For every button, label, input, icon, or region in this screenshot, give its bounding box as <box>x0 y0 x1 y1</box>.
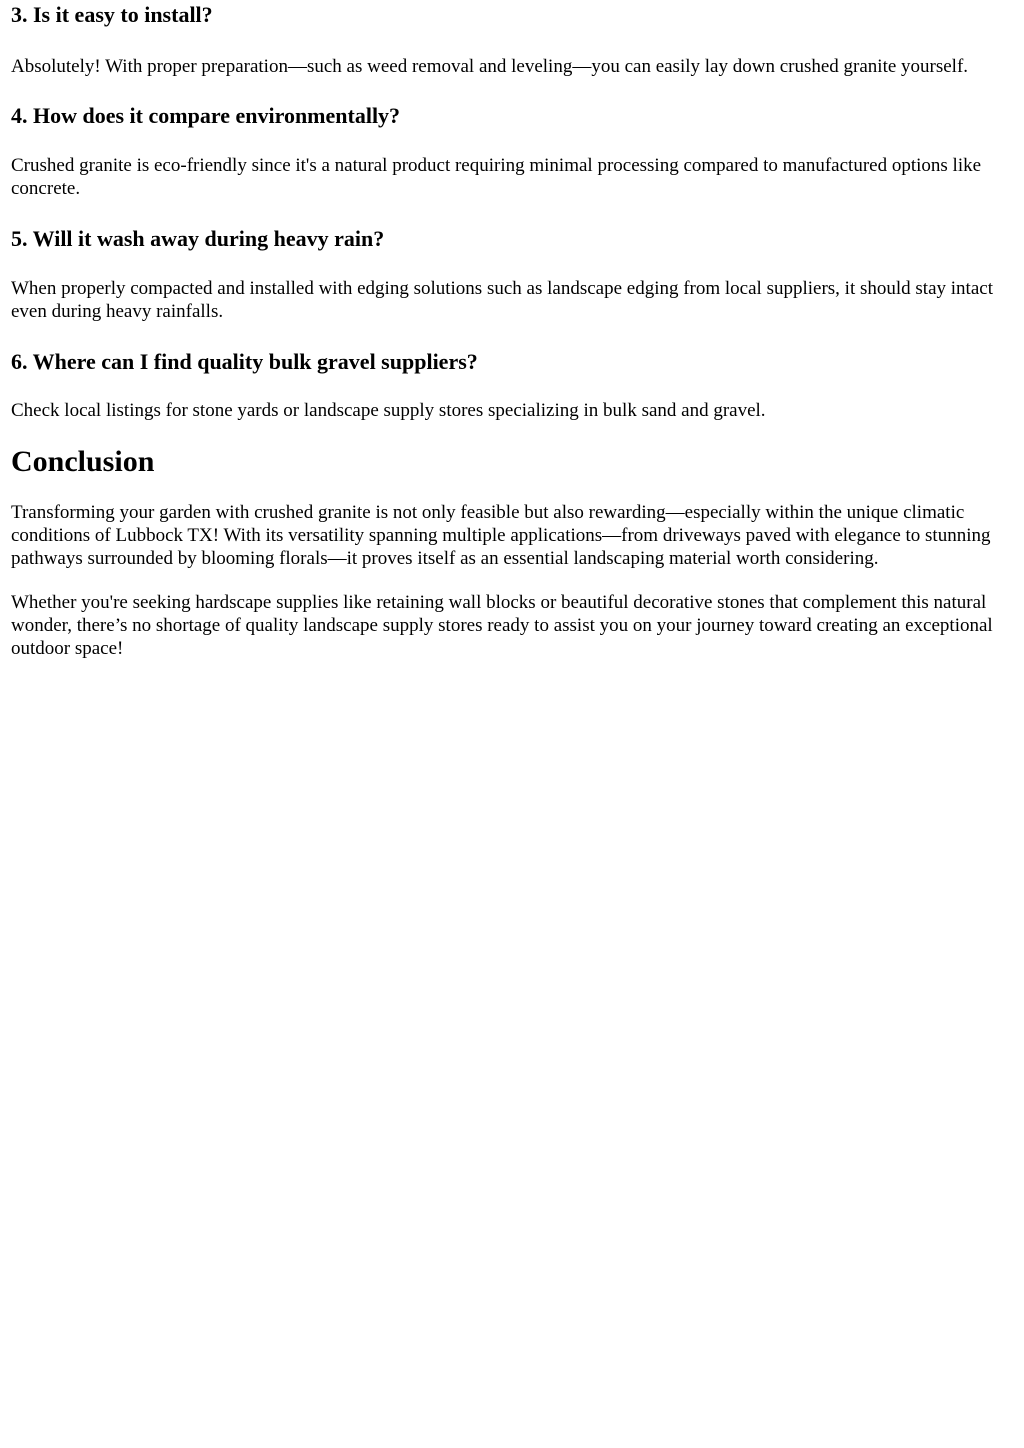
article-content <box>0 2 1024 660</box>
faq-answer-3: Absolutely! With proper preparation—such as weed removal and leveling—you can easily lay down crushed granite yourself. <box>11 56 969 77</box>
conclusion-heading: Conclusion <box>11 445 155 478</box>
faq-question-6: 6. Where can I find quality bulk gravel suppliers? <box>11 349 478 374</box>
faq-question-5: 5. Will it wash away during heavy rain? <box>11 226 385 251</box>
conclusion-paragraph-2: Whether you're seeking hardscape supplies like retaining wall blocks or beautiful decorative stones that complement this natural wonder, there’s no shortage of quality landscape supply stores ready to assist you on your journey toward creating an exceptional outdoor space! <box>11 592 993 659</box>
faq-answer-4: Crushed granite is eco-friendly since it's a natural product requiring minimal processing compared to manufactured options like concrete. <box>11 155 982 199</box>
faq-answer-6: Check local listings for stone yards or landscape supply stores specializing in bulk sand and gravel. <box>11 400 766 421</box>
faq-answer-5: When properly compacted and installed with edging solutions such as landscape edging from local suppliers, it should stay intact even during heavy rainfalls. <box>11 278 993 322</box>
faq-question-4: 4. How does it compare environmentally? <box>11 103 401 128</box>
conclusion-paragraph-1: Transforming your garden with crushed granite is not only feasible but also rewarding—especially within the unique climatic conditions of Lubbock TX! With its versatility spanning multiple applications—from driveways paved with elegance to stunning pathways surrounded by blooming florals—it proves itself as an essential landscaping material worth considering. <box>11 502 991 569</box>
faq-question-3: 3. Is it easy to install? <box>11 2 213 27</box>
